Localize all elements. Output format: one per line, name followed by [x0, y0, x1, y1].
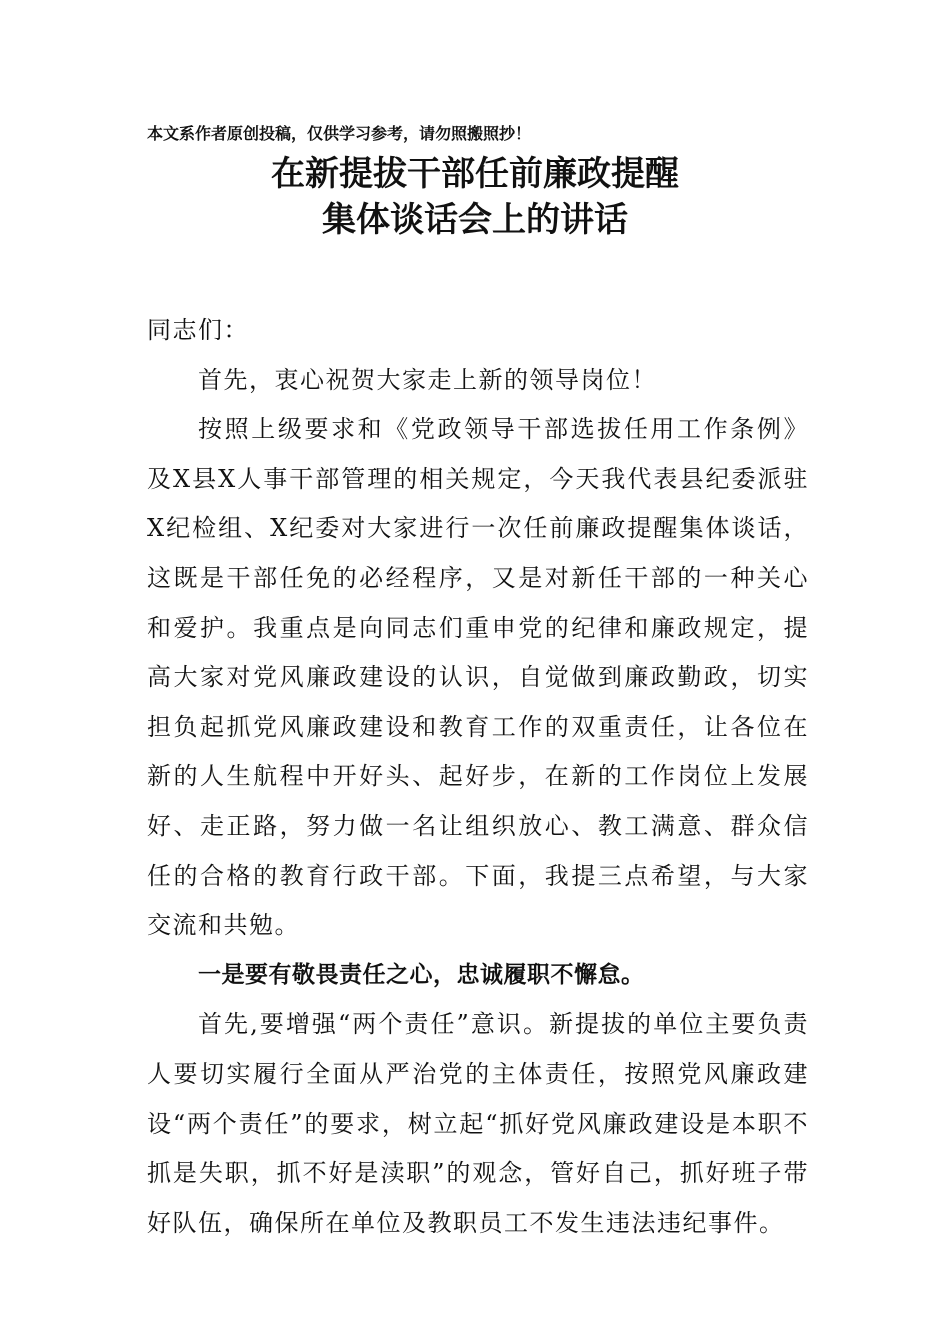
document-title-line-2: 集体谈话会上的讲话 — [322, 200, 628, 240]
document-title-line-1: 在新提拔干部任前廉政提醒 — [271, 154, 679, 194]
salutation: 同志们： — [147, 316, 249, 344]
paragraph-congratulations: 首先，衷心祝贺大家走上新的领导岗位！ — [198, 365, 657, 394]
copyright-notice: 本文系作者原创投稿，仅供学习参考，请勿照搬照抄！ — [147, 124, 532, 143]
section-heading: 一是要有敬畏责任之心，忠诚履职不懈怠。 — [198, 961, 645, 988]
paragraph-introduction: 按照上级要求和《党政领导干部选拔任用工作条例》及X县X人事干部管理的相关规定，今天我代表县纪委派驻X纪检组、X纪委对大家进行一次任前廉政提醒集体谈话，这既是干部任免的必经程序，又是对新任干部的一种关心和爱护。我重点是向同志们重申党的纪律和廉政规定，提高大家对党风廉政建设的认识，自觉做到廉政勤政，切实担负起抓党风廉政建设和教育工作的双重责任，让各位在新的人生航程中开好头、起好步，在新的工作岗位上发展好、走正路，努力做一名让组织放心、教工满意、群众信任的合格的教育行政干部。下面，我提三点希望，与大家交流和共勉。 — [147, 415, 809, 940]
document-body — [147, 306, 809, 1248]
paragraph-two-responsibilities: 首先,要增强“两个责任”意识。新提拔的单位主要负责人要切实履行全面从严治党的主体责任，按照党风廉政建设“两个责任”的要求，树立起“抓好党风廉政建设是本职不抓是失职，抓不好是渎职”的观念，管好自己，抓好班子带好队伍，确保所在单位及教职员工不发生违法违纪事件。 — [147, 1010, 809, 1237]
